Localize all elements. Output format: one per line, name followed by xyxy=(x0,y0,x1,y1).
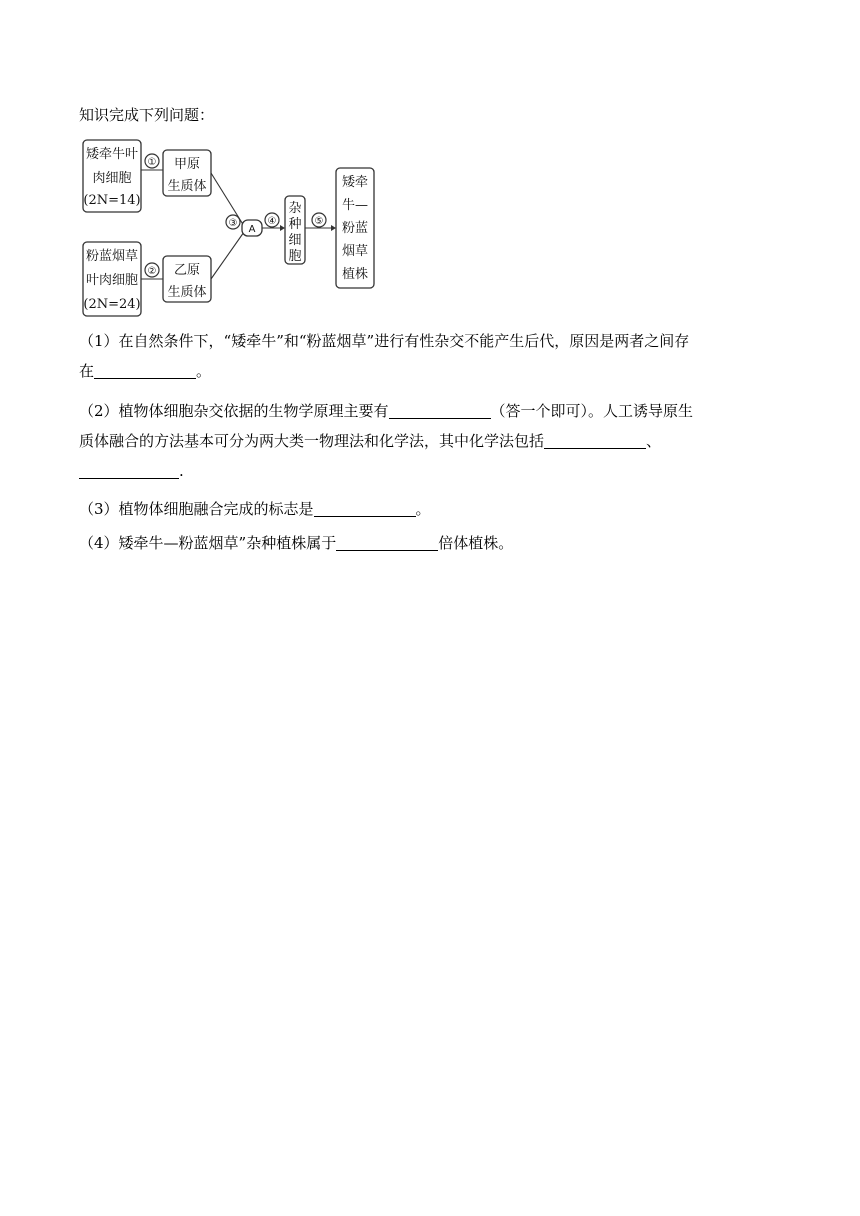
hybrid-cell-char-1: 杂 xyxy=(288,201,302,216)
source1-line3: (2N=14) xyxy=(83,193,141,208)
step-4-label: ④ xyxy=(267,216,277,227)
plant-line3: 粉蓝 xyxy=(341,221,369,236)
proto2-line2: 生质体 xyxy=(167,285,207,300)
question-3 xyxy=(79,494,789,524)
q4-answer-blank[interactable] xyxy=(336,532,438,551)
step-1-label: ① xyxy=(147,157,157,168)
plant-line5: 植株 xyxy=(341,267,369,282)
q2-line2 xyxy=(79,426,789,456)
fusion-diagram xyxy=(79,136,379,318)
q2-line3 xyxy=(79,456,789,486)
question-4 xyxy=(79,528,789,558)
source1-line1: 矮牵牛叶 xyxy=(85,147,139,162)
q2-answer-blank-2[interactable] xyxy=(544,430,646,449)
q2-line1-post: （答一个即可）。人工诱导原生 xyxy=(490,402,694,420)
q2-line3-post: . xyxy=(179,462,184,480)
q3-answer-blank[interactable] xyxy=(314,498,416,517)
hybrid-cell-char-2: 种 xyxy=(288,217,302,232)
q1-line2 xyxy=(79,356,789,386)
q2-answer-blank-3[interactable] xyxy=(79,460,179,479)
proto1-line2: 生质体 xyxy=(167,179,207,194)
q2-line2-post: 、 xyxy=(646,432,662,450)
q3-post: 。 xyxy=(415,500,431,518)
question-1 xyxy=(79,326,789,386)
plant-line4: 烟草 xyxy=(341,244,369,259)
intro-text: 知识完成下列问题： xyxy=(79,106,215,124)
hybrid-cell-char-3: 细 xyxy=(288,233,302,248)
hybrid-cell-char-4: 胞 xyxy=(288,249,302,264)
source2-line3: (2N=24) xyxy=(83,297,141,312)
proto1-line1: 甲原 xyxy=(173,157,201,172)
step-5-label: ⑤ xyxy=(314,216,324,227)
source2-line2: 叶肉细胞 xyxy=(85,273,139,288)
q4-post: 倍体植株。 xyxy=(438,534,514,552)
plant-line2: 牛— xyxy=(341,198,369,213)
q3-pre: （3）植物体细胞融合完成的标志是 xyxy=(79,500,314,518)
q2-line2-pre: 质体融合的方法基本可分为两大类一物理法和化学法，其中化学法包括 xyxy=(79,432,545,450)
arrowhead-4 xyxy=(280,225,285,231)
arrowhead-5 xyxy=(331,225,336,231)
step-3-label: ③ xyxy=(228,218,238,229)
step-2-label: ② xyxy=(147,266,157,277)
plant-line1: 矮牵 xyxy=(341,175,369,190)
q1-line1: （1）在自然条件下，“矮牵牛”和“粉蓝烟草”进行有性杂交不能产生后代，原因是两者之间存 xyxy=(79,332,690,350)
source2-line1: 粉蓝烟草 xyxy=(85,249,139,264)
q1-answer-blank[interactable] xyxy=(94,360,196,379)
source1-line2: 肉细胞 xyxy=(92,171,132,186)
proto2-line1: 乙原 xyxy=(173,263,201,278)
q2-line1 xyxy=(79,396,789,426)
q2-line1-pre: （2）植物体细胞杂交依据的生物学原理主要有 xyxy=(79,402,389,420)
question-2 xyxy=(79,396,789,486)
q4-pre: （4）矮牵牛—粉蓝烟草”杂种植株属于 xyxy=(79,534,337,552)
q2-answer-blank-1[interactable] xyxy=(389,400,491,419)
q1-line2-post: 。 xyxy=(196,362,212,380)
q1-line2-pre: 在 xyxy=(79,362,95,380)
a-label: A xyxy=(248,224,256,235)
merge-line-bottom xyxy=(211,232,244,279)
